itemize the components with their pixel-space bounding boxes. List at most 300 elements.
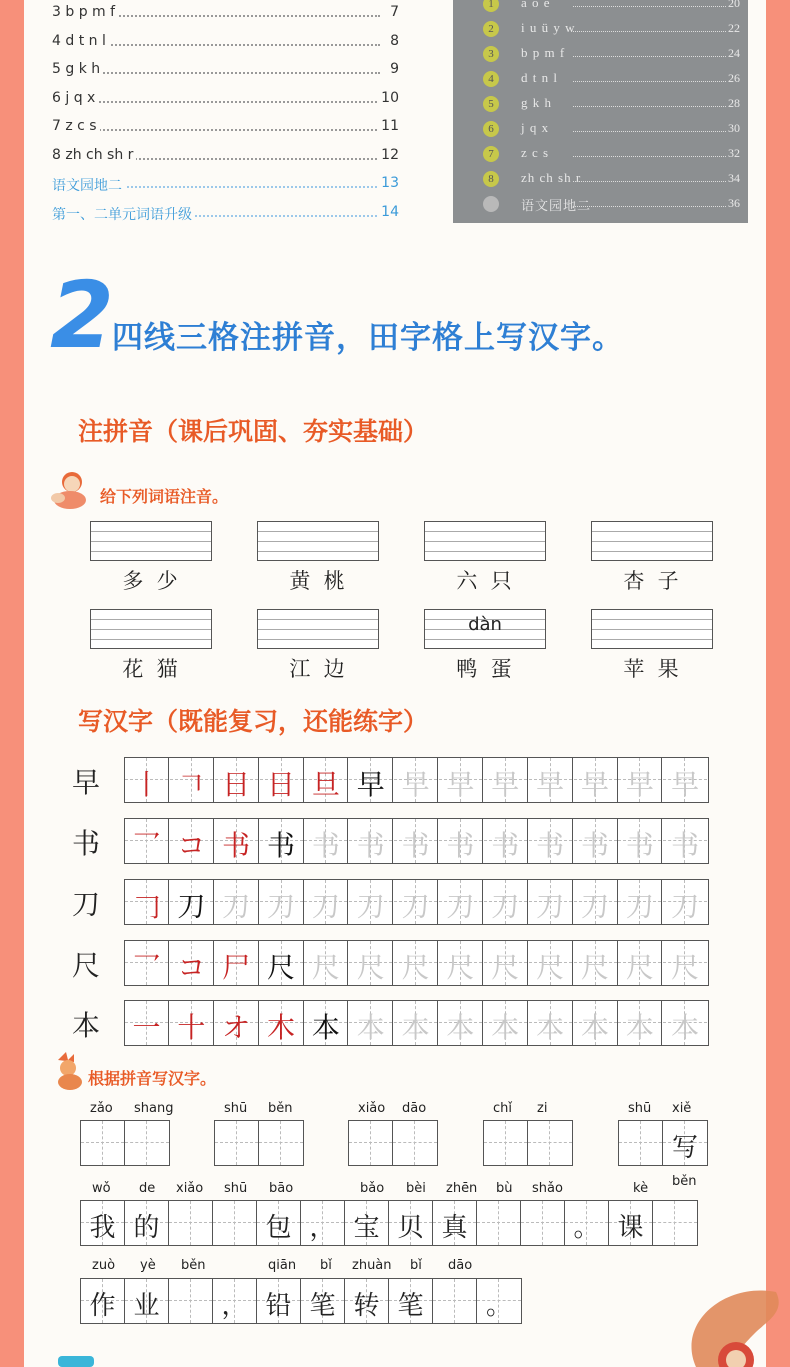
- pinyin-label: běn: [672, 1174, 697, 1189]
- writing-grid[interactable]: [618, 1120, 708, 1166]
- writing-grid[interactable]: [348, 1120, 438, 1166]
- tianzige-cell[interactable]: [574, 758, 618, 802]
- writing-cell[interactable]: [389, 1201, 433, 1245]
- toc-item[interactable]: [52, 33, 402, 55]
- toc-item[interactable]: [52, 147, 402, 169]
- book-toc-row: [453, 119, 748, 141]
- grid-guide-v: [414, 1121, 415, 1165]
- pinyin-box[interactable]: [90, 521, 212, 561]
- book-toc-label: z c s: [521, 145, 550, 160]
- book-toc-label: zh ch sh r: [521, 170, 582, 185]
- stroke-glyph: 书: [222, 829, 251, 862]
- writing-cell[interactable]: [609, 1201, 653, 1245]
- toc-item-page: 7: [387, 4, 402, 20]
- stroke-glyph: 尺: [580, 951, 609, 984]
- book-toc-leader: [573, 131, 726, 132]
- stroke-glyph: 早: [536, 768, 565, 801]
- pinyin-label: bǎo: [360, 1181, 385, 1196]
- toc-leader: [52, 101, 380, 103]
- stroke-glyph: 书: [446, 829, 475, 862]
- writing-grid[interactable]: [80, 1120, 170, 1166]
- tianzige-cell[interactable]: [394, 941, 438, 985]
- tianzige-row[interactable]: [124, 940, 709, 986]
- tianzige-cell[interactable]: [618, 758, 662, 802]
- stroke-glyph: 刀: [177, 890, 206, 923]
- writing-cell[interactable]: [393, 1121, 437, 1165]
- tianzige-cell[interactable]: [304, 880, 348, 924]
- grid-guide-h: [653, 1222, 697, 1223]
- tianzige-cell[interactable]: [529, 819, 573, 863]
- writing-cell[interactable]: [81, 1279, 125, 1323]
- writing-cell[interactable]: [257, 1201, 301, 1245]
- tianzige-cell[interactable]: [215, 941, 259, 985]
- written-char: 铅: [265, 1291, 292, 1321]
- tianzige-cell[interactable]: [260, 941, 304, 985]
- tianzige-cell[interactable]: [663, 880, 707, 924]
- book-toc-leader: [573, 31, 726, 32]
- book-toc-label: i u ü y w: [521, 20, 576, 35]
- stroke-glyph: 本: [671, 1011, 700, 1044]
- stroke-glyph: 早: [580, 768, 609, 801]
- tianzige-cell[interactable]: [125, 1001, 169, 1045]
- tianzige-cell[interactable]: [170, 941, 214, 985]
- tianzige-cell[interactable]: [529, 758, 573, 802]
- stroke-glyph: 本: [536, 1011, 565, 1044]
- written-char: ，: [309, 1213, 336, 1243]
- pinyin-line: [592, 541, 712, 542]
- writing-cell[interactable]: [521, 1201, 565, 1245]
- writing-cell[interactable]: [301, 1201, 345, 1245]
- writing-cell[interactable]: [477, 1201, 521, 1245]
- book-toc-leader: [573, 206, 726, 207]
- tianzige-cell[interactable]: [439, 819, 483, 863]
- tianzige-cell[interactable]: [260, 819, 304, 863]
- pinyin-label: chǐ: [493, 1101, 512, 1116]
- tianzige-cell[interactable]: [349, 880, 393, 924]
- book-toc-row: [453, 0, 748, 16]
- book-toc-label: d t n l: [521, 70, 558, 85]
- stroke-glyph: 尺: [356, 951, 385, 984]
- tianzige-cell[interactable]: [484, 819, 528, 863]
- writing-cell[interactable]: [349, 1121, 393, 1165]
- tianzige-row[interactable]: [124, 757, 709, 803]
- book-toc-row: [453, 19, 748, 41]
- tianzige-cell[interactable]: [170, 1001, 214, 1045]
- stroke-glyph: 日: [267, 768, 296, 801]
- tianzige-cell[interactable]: [394, 758, 438, 802]
- book-toc-label: b p m f: [521, 45, 566, 60]
- grid-guide-v: [370, 1121, 371, 1165]
- toc-item-page: 10: [378, 90, 402, 106]
- stroke-glyph: 刀: [356, 890, 385, 923]
- tianzige-cell[interactable]: [663, 941, 707, 985]
- tianzige-cell[interactable]: [394, 1001, 438, 1045]
- tianzige-cell[interactable]: [394, 880, 438, 924]
- pinyin-line: [425, 541, 545, 542]
- toc-item[interactable]: [52, 61, 402, 83]
- book-toc-row: [453, 94, 748, 116]
- tianzige-cell[interactable]: [439, 941, 483, 985]
- grid-guide-v: [640, 1121, 641, 1165]
- tianzige-cell[interactable]: [439, 758, 483, 802]
- written-char: 贝: [397, 1213, 424, 1243]
- stroke-glyph: 十: [177, 1011, 206, 1044]
- pinyin-label: zhuàn: [352, 1258, 392, 1273]
- book-toc-row: [453, 69, 748, 91]
- toc-item-page: 8: [387, 33, 402, 49]
- tianzige-cell[interactable]: [663, 819, 707, 863]
- stroke-glyph: 刀: [267, 890, 296, 923]
- practice-character: 本: [72, 1009, 101, 1042]
- toc-item-label: 7 z c s: [52, 118, 100, 134]
- written-char: 笔: [397, 1291, 424, 1321]
- stroke-glyph: 一: [132, 1011, 161, 1044]
- stroke-glyph: 本: [491, 1011, 520, 1044]
- writing-cell[interactable]: [433, 1201, 477, 1245]
- stroke-glyph: 丨: [132, 768, 161, 801]
- written-char: 真: [441, 1213, 468, 1243]
- tianzige-cell[interactable]: [349, 819, 393, 863]
- grid-guide-v: [234, 1201, 235, 1245]
- written-char: 课: [617, 1213, 644, 1243]
- book-toc-label: j q x: [521, 120, 550, 135]
- tianzige-cell[interactable]: [260, 880, 304, 924]
- tianzige-cell[interactable]: [304, 1001, 348, 1045]
- pinyin-line: [91, 639, 211, 640]
- written-char: 业: [133, 1291, 160, 1321]
- tianzige-cell[interactable]: [529, 880, 573, 924]
- tianzige-cell[interactable]: [215, 758, 259, 802]
- pinyin-box[interactable]: [257, 521, 379, 561]
- stroke-glyph: オ: [222, 1011, 251, 1044]
- grid-guide-v: [236, 1121, 237, 1165]
- book-toc-number: 2: [483, 21, 499, 37]
- pinyin-answer: dàn: [468, 614, 502, 635]
- pinyin-label: bèi: [406, 1181, 426, 1196]
- pinyin-label: zuò: [92, 1258, 116, 1273]
- stroke-glyph: 刀: [311, 890, 340, 923]
- tianzige-cell[interactable]: [574, 941, 618, 985]
- pinyin-box[interactable]: [424, 609, 546, 649]
- tianzige-cell[interactable]: [484, 758, 528, 802]
- written-char: ，: [221, 1291, 248, 1321]
- stroke-glyph: 尺: [446, 951, 475, 984]
- stroke-glyph: 刀: [446, 890, 475, 923]
- writing-cell[interactable]: [565, 1201, 609, 1245]
- tianzige-cell[interactable]: [304, 758, 348, 802]
- stroke-glyph: 旦: [311, 768, 340, 801]
- tianzige-cell[interactable]: [260, 758, 304, 802]
- pinyin-label: wǒ: [92, 1181, 111, 1196]
- tianzige-cell[interactable]: [125, 819, 169, 863]
- pinyin-box[interactable]: [591, 521, 713, 561]
- toc-item-label: 6 j q x: [52, 90, 98, 106]
- toc-item[interactable]: [52, 118, 402, 140]
- tianzige-cell[interactable]: [574, 819, 618, 863]
- tianzige-cell[interactable]: [529, 941, 573, 985]
- toc-item-page: 11: [378, 118, 402, 134]
- pinyin-label: běn: [181, 1258, 206, 1273]
- tianzige-cell[interactable]: [215, 819, 259, 863]
- writing-cell[interactable]: [345, 1201, 389, 1245]
- tianzige-cell[interactable]: [618, 880, 662, 924]
- pinyin-label: xiǎo: [176, 1181, 204, 1196]
- book-toc-number: 7: [483, 146, 499, 162]
- toc-item-label: 第一、二单元词语升级: [52, 204, 195, 224]
- stroke-glyph: 刀: [671, 890, 700, 923]
- writing-cell[interactable]: [125, 1201, 169, 1245]
- stroke-glyph: 尺: [625, 951, 654, 984]
- pinyin-label: shǎo: [532, 1181, 563, 1196]
- pinyin-box[interactable]: [257, 609, 379, 649]
- word-label: 黄 桃: [289, 569, 345, 593]
- written-char: 我: [89, 1213, 116, 1243]
- tianzige-cell[interactable]: [304, 941, 348, 985]
- pinyin-box[interactable]: [591, 609, 713, 649]
- tianzige-cell[interactable]: [125, 880, 169, 924]
- tianzige-row[interactable]: [124, 818, 709, 864]
- tianzige-cell[interactable]: [618, 941, 662, 985]
- word-label: 六 只: [456, 569, 512, 593]
- tianzige-cell[interactable]: [618, 1001, 662, 1045]
- pinyin-label: zǎo: [90, 1101, 113, 1116]
- writing-grid[interactable]: [214, 1120, 304, 1166]
- grid-guide-v: [146, 1121, 147, 1165]
- book-toc-number: 3: [483, 46, 499, 62]
- writing-grid[interactable]: [483, 1120, 573, 1166]
- writing-cell[interactable]: [125, 1121, 169, 1165]
- stroke-glyph: 日: [222, 768, 251, 801]
- tianzige-cell[interactable]: [260, 1001, 304, 1045]
- stroke-glyph: 刀: [536, 890, 565, 923]
- tianzige-cell[interactable]: [170, 758, 214, 802]
- grid-guide-h: [125, 1142, 169, 1143]
- book-toc-row: [453, 194, 748, 216]
- book-toc-label: 语文园地二: [521, 198, 592, 213]
- toc-item-label: 3 b p m f: [52, 4, 118, 20]
- written-char: 作: [89, 1291, 116, 1321]
- tianzige-cell[interactable]: [170, 880, 214, 924]
- writing-cell[interactable]: [125, 1279, 169, 1323]
- pinyin-line: [258, 531, 378, 532]
- tianzige-cell[interactable]: [349, 758, 393, 802]
- pinyin-label: zi: [537, 1101, 548, 1116]
- tianzige-cell[interactable]: [484, 1001, 528, 1045]
- book-toc-label: a o e: [521, 0, 551, 10]
- stroke-glyph: 书: [267, 829, 296, 862]
- tianzige-cell[interactable]: [439, 880, 483, 924]
- stroke-glyph: 书: [401, 829, 430, 862]
- writing-cell[interactable]: [169, 1201, 213, 1245]
- writing-cell[interactable]: [169, 1279, 213, 1323]
- pinyin-label: shū: [224, 1181, 248, 1196]
- book-toc-leader: [573, 6, 726, 7]
- section-number: 2: [50, 262, 115, 369]
- subheading-pinyin: 注拼音（课后巩固、夯实基础）: [78, 417, 429, 446]
- tianzige-cell[interactable]: [574, 1001, 618, 1045]
- toc-item[interactable]: [52, 90, 402, 112]
- stroke-glyph: 早: [356, 768, 385, 801]
- pinyin-box[interactable]: [424, 521, 546, 561]
- rooster-mascot-icon: [52, 1050, 88, 1092]
- pinyin-line: [91, 629, 211, 630]
- pinyin-line: [592, 629, 712, 630]
- writing-cell[interactable]: [484, 1121, 528, 1165]
- book-toc-number: [483, 196, 499, 212]
- tianzige-row[interactable]: [124, 879, 709, 925]
- tianzige-cell[interactable]: [663, 758, 707, 802]
- written-char: 写: [671, 1133, 698, 1163]
- tianzige-row[interactable]: [124, 1000, 709, 1046]
- tianzige-cell[interactable]: [215, 1001, 259, 1045]
- tianzige-cell[interactable]: [484, 941, 528, 985]
- writing-cell[interactable]: [653, 1201, 697, 1245]
- pinyin-label: dāo: [402, 1101, 427, 1116]
- practice-character: 尺: [72, 949, 101, 982]
- book-toc-number: 6: [483, 121, 499, 137]
- pinyin-line: [592, 531, 712, 532]
- pinyin-label: bù: [496, 1181, 513, 1196]
- book-toc-page: 20: [728, 0, 740, 10]
- tianzige-cell[interactable]: [439, 1001, 483, 1045]
- stroke-glyph: 早: [625, 768, 654, 801]
- stroke-glyph: 尺: [671, 951, 700, 984]
- stroke-glyph: コ: [177, 951, 206, 984]
- book-toc-row: [453, 169, 748, 191]
- book-toc-leader: [573, 156, 726, 157]
- stroke-glyph: 尸: [222, 951, 251, 984]
- pinyin-line: [91, 541, 211, 542]
- grid-guide-v: [549, 1121, 550, 1165]
- pinyin-label: yè: [140, 1258, 156, 1273]
- book-toc-number: 8: [483, 171, 499, 187]
- grid-guide-v: [505, 1121, 506, 1165]
- writing-cell[interactable]: [259, 1121, 303, 1165]
- writing-cell[interactable]: [389, 1279, 433, 1323]
- book-toc-leader: [573, 181, 726, 182]
- stroke-glyph: 本: [401, 1011, 430, 1044]
- word-label: 杏 子: [623, 569, 679, 593]
- stroke-glyph: 乛: [132, 951, 161, 984]
- pinyin-line: [258, 551, 378, 552]
- book-toc-leader: [573, 56, 726, 57]
- instruction-annotate: 给下列词语注音。: [100, 487, 229, 506]
- tianzige-cell[interactable]: [125, 758, 169, 802]
- subheading-writing: 写汉字（既能复习，还能练字）: [78, 707, 429, 736]
- writing-cell[interactable]: [345, 1279, 389, 1323]
- word-label: 江 边: [289, 657, 345, 681]
- book-toc-page: 36: [728, 196, 740, 210]
- writing-cell[interactable]: [213, 1201, 257, 1245]
- pinyin-line: [425, 531, 545, 532]
- pinyin-line: [91, 551, 211, 552]
- tianzige-cell[interactable]: [484, 880, 528, 924]
- toc-item-label: 语文园地二: [52, 175, 125, 195]
- stroke-glyph: 本: [446, 1011, 475, 1044]
- stroke-glyph: 刀: [222, 890, 251, 923]
- writing-cell[interactable]: [213, 1279, 257, 1323]
- tianzige-cell[interactable]: [663, 1001, 707, 1045]
- written-char: 转: [353, 1291, 380, 1321]
- tianzige-cell[interactable]: [304, 819, 348, 863]
- book-toc-page: 26: [728, 71, 740, 85]
- book-toc-row: [453, 144, 748, 166]
- toc-item[interactable]: [52, 4, 402, 26]
- writing-cell[interactable]: [663, 1121, 707, 1165]
- tianzige-cell[interactable]: [215, 880, 259, 924]
- pinyin-box[interactable]: [90, 609, 212, 649]
- grid-guide-v: [102, 1121, 103, 1165]
- written-char: 笔: [309, 1291, 336, 1321]
- writing-grid[interactable]: [80, 1278, 522, 1324]
- writing-grid[interactable]: [80, 1200, 698, 1246]
- pinyin-line: [91, 619, 211, 620]
- book-toc-page: 34: [728, 171, 740, 185]
- tianzige-cell[interactable]: [349, 1001, 393, 1045]
- writing-cell[interactable]: [257, 1279, 301, 1323]
- stroke-glyph: 早: [671, 768, 700, 801]
- book-toc-number: 1: [483, 0, 499, 12]
- writing-cell[interactable]: [528, 1121, 572, 1165]
- tianzige-cell[interactable]: [170, 819, 214, 863]
- writing-cell[interactable]: [81, 1201, 125, 1245]
- pinyin-label: shū: [628, 1101, 652, 1116]
- toc-item-label: 4 d t n l: [52, 33, 109, 49]
- tianzige-cell[interactable]: [618, 819, 662, 863]
- tianzige-cell[interactable]: [574, 880, 618, 924]
- pinyin-line: [425, 551, 545, 552]
- tianzige-cell[interactable]: [125, 941, 169, 985]
- grid-guide-v: [674, 1201, 675, 1245]
- tianzige-cell[interactable]: [529, 1001, 573, 1045]
- writing-cell[interactable]: [619, 1121, 663, 1165]
- instruction-write: 根据拼音写汉字。: [88, 1069, 217, 1088]
- toc-item[interactable]: [52, 175, 402, 197]
- writing-cell[interactable]: [81, 1121, 125, 1165]
- tianzige-cell[interactable]: [394, 819, 438, 863]
- grid-guide-v: [280, 1121, 281, 1165]
- stroke-glyph: 刀: [580, 890, 609, 923]
- stroke-glyph: 早: [401, 768, 430, 801]
- girl-mascot-icon: [46, 468, 96, 510]
- written-char: 宝: [353, 1213, 380, 1243]
- grid-guide-h: [528, 1142, 572, 1143]
- stroke-glyph: 本: [580, 1011, 609, 1044]
- toc-item[interactable]: [52, 204, 402, 226]
- stroke-glyph: 乛: [132, 829, 161, 862]
- practice-character: 早: [72, 766, 101, 799]
- tianzige-cell[interactable]: [349, 941, 393, 985]
- pinyin-label: bǐ: [320, 1258, 332, 1273]
- pinyin-label: kè: [633, 1181, 649, 1196]
- writing-cell[interactable]: [433, 1279, 477, 1323]
- writing-cell[interactable]: [477, 1279, 521, 1323]
- stroke-glyph: 刀: [625, 890, 654, 923]
- grid-guide-h: [393, 1142, 437, 1143]
- pinyin-label: xiě: [672, 1101, 692, 1116]
- pinyin-label: zhēn: [446, 1181, 478, 1196]
- pinyin-label: dāo: [448, 1258, 473, 1273]
- writing-cell[interactable]: [215, 1121, 259, 1165]
- pinyin-label: bāo: [269, 1181, 294, 1196]
- book-toc-number: 4: [483, 71, 499, 87]
- pinyin-line: [258, 541, 378, 542]
- writing-cell[interactable]: [301, 1279, 345, 1323]
- book-toc-row: [453, 44, 748, 66]
- stroke-glyph: 𠃌: [132, 890, 161, 923]
- stroke-glyph: 书: [536, 829, 565, 862]
- stroke-glyph: 刀: [491, 890, 520, 923]
